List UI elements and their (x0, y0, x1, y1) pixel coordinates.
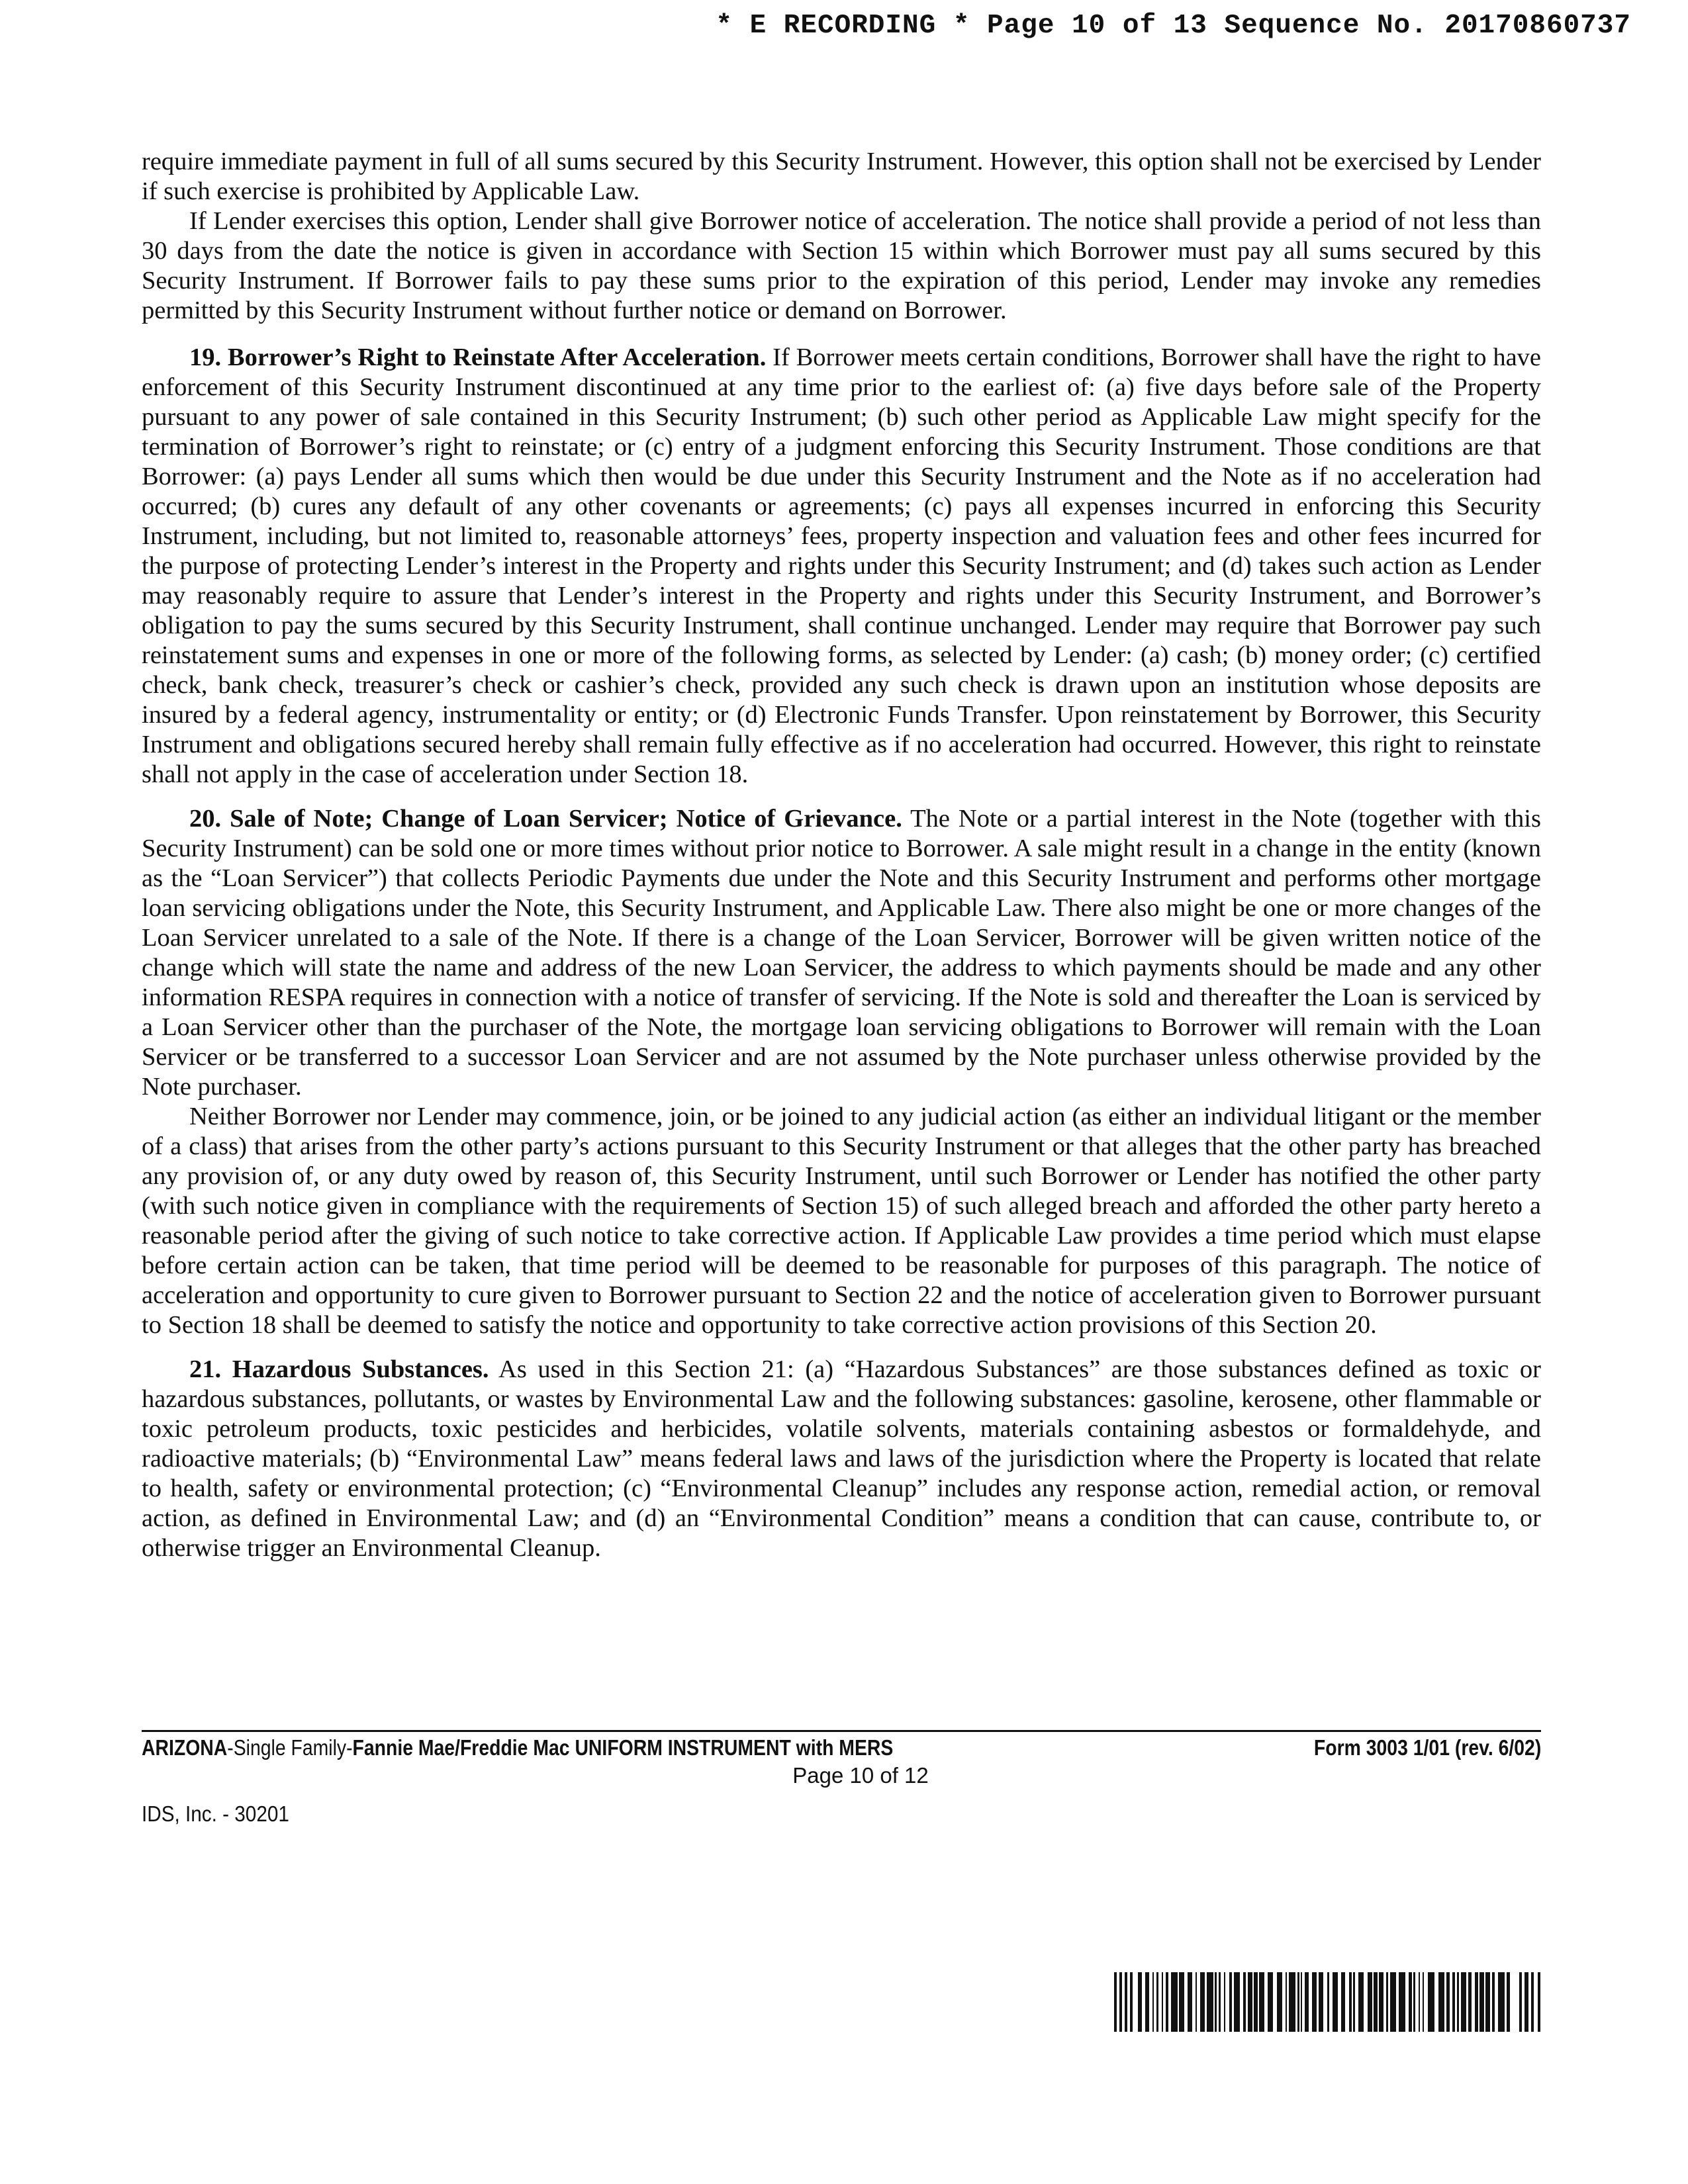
footer-divider (142, 1730, 1541, 1732)
footer-page-number: Page 10 of 12 (792, 1763, 929, 1788)
section-21 (142, 1355, 1541, 1563)
footer-form-number: Form 3003 1/01 (rev. 6/02) (1313, 1735, 1541, 1760)
section-20-body: The Note or a partial interest in the Note (together with this Security Instrument) can be sold one or more times without prior notice to Borrower. A sale might result in a change in the entity (known as the “Loan Servicer”) that collects Periodic Payments due under the Note and this Security Instrument and performs other mortgage loan servicing obligations under the Note, this Security Instrument, and Applicable Law. There also might be one or more changes of the Loan Servicer unrelated to a sale of the Note. If there is a change of the Loan Servicer, Borrower will be given written notice of the change which will state the name and address of the new Loan Servicer, the address to which payments should be made and any other information RESPA requires in connection with a notice of transfer of servicing. If the Note is sold and thereafter the Loan is serviced by a Loan Servicer other than the purchaser of the Note, the mortgage loan servicing obligations to Borrower will remain with the Loan Servicer or be transferred to a successor Loan Servicer and are not assumed by the Note purchaser unless otherwise provided by the Note purchaser. (142, 805, 1541, 1101)
section-19-body: If Borrower meets certain conditions, Borrower shall have the right to have enforcement of this Security Instrument discontinued at any time prior to the earliest of: (a) five days before sale of the Property pursuant to any power of sale contained in this Security Instrument; (b) such other period as Applicable Law might specify for the termination of Borrower’s right to reinstate; or (c) entry of a judgment enforcing this Security Instrument. Those conditions are that Borrower: (a) pays Lender all sums which then would be due under this Security Instrument and the Note as if no acceleration had occurred; (b) cures any default of any other covenants or agreements; (c) pays all expenses incurred in enforcing this Security Instrument, including, but not limited to, reasonable attorneys’ fees, property inspection and valuation fees and other fees incurred for the purpose of protecting Lender’s interest in the Property and rights under this Security Instrument; and (d) takes such action as Lender may reasonably require to assure that Lender’s interest in the Property and rights under this Security Instrument, and Borrower’s obligation to pay the sums secured by this Security Instrument, shall continue unchanged. Lender may require that Borrower pay such reinstatement sums and expenses in one or more of the following forms, as selected by Lender: (a) cash; (b) money order; (c) certified check, bank check, treasurer’s check or cashier’s check, provided any such check is drawn upon an institution whose deposits are insured by a federal agency, instrumentality or entity; or (d) Electronic Funds Transfer. Upon reinstatement by Borrower, this Security Instrument and obligations secured hereby shall remain fully effective as if no acceleration had occurred. However, this right to reinstate shall not apply in the case of acceleration under Section 18. (142, 343, 1541, 788)
section-20-heading: 20. Sale of Note; Change of Loan Servicer; Notice of Grievance. (189, 805, 902, 833)
section-20-paragraph-2: Neither Borrower nor Lender may commence, join, or be joined to any judicial action (as either an individual litigant or the member of a class) that arises from the other party’s actions pursuant to this Security Instrument or that alleges that the other party has breached any provision of, or any duty owed by reason of, this Security Instrument, until such Borrower or Lender has notified the other party (with such notice given in compliance with the requirements of Section 15) of such alleged breach and afforded the other party hereto a reasonable period after the giving of such notice to take corrective action. If Applicable Law provides a time period which must elapse before certain action can be taken, that time period will be deemed to be reasonable for purposes of this paragraph. The notice of acceleration and opportunity to cure given to Borrower pursuant to Section 22 and the notice of acceleration given to Borrower pursuant to Section 18 shall be deemed to satisfy the notice and opportunity to take corrective action provisions of this Section 20. (142, 1103, 1541, 1339)
paragraph-acceleration-notice: If Lender exercises this option, Lender shall give Borrower notice of acceleration. The notice shall provide a period of not less than 30 days from the date the notice is given in accordance with Section 15 within which Borrower must pay all sums secured by this Security Instrument. If Borrower fails to pay these sums prior to the expiration of this period, Lender may invoke any remedies permitted by this Security Instrument without further notice or demand on Borrower. (142, 207, 1541, 324)
section-19 (142, 343, 1541, 790)
section-21-body: As used in this Section 21: (a) “Hazardous Substances” are those substances defined as toxic or hazardous substances, pollutants, or wastes by Environmental Law and the following substances: gasoline, kerosene, other flammable or toxic petroleum products, toxic pesticides and herbicides, volatile solvents, materials containing asbestos or formaldehyde, and radioactive materials; (b) “Environmental Law” means federal laws and laws of the jurisdiction where the Property is located that relate to health, safety or environmental protection; (c) “Environmental Cleanup” includes any response action, remedial action, or removal action, as defined in Environmental Law; and (d) an “Environmental Condition” means a condition that can cause, contribute to, or otherwise trigger an Environmental Cleanup. (142, 1355, 1541, 1562)
barcode-image (1114, 1972, 1543, 2032)
footer-instrument: Fannie Mae/Freddie Mac UNIFORM INSTRUMENT with MERS (352, 1735, 894, 1760)
footer-ids: IDS, Inc. - 30201 (142, 1801, 289, 1826)
section-19-heading: 19. Borrower’s Right to Reinstate After Acceleration. (189, 343, 767, 371)
recording-header: * E RECORDING * Page 10 of 13 Sequence No. 20170860737 (716, 11, 1631, 41)
paragraph-continuation: require immediate payment in full of all sums secured by this Security Instrument. However, this option shall not be exercised by Lender if such exercise is prohibited by Applicable Law. (142, 148, 1541, 205)
section-21-heading: 21. Hazardous Substances. (189, 1355, 489, 1383)
footer-state: ARIZONA (142, 1735, 228, 1760)
footer-family: -Single Family- (227, 1735, 353, 1760)
section-20 (142, 804, 1541, 1102)
footer-form-title (142, 1735, 893, 1760)
document-body (142, 147, 1541, 1563)
